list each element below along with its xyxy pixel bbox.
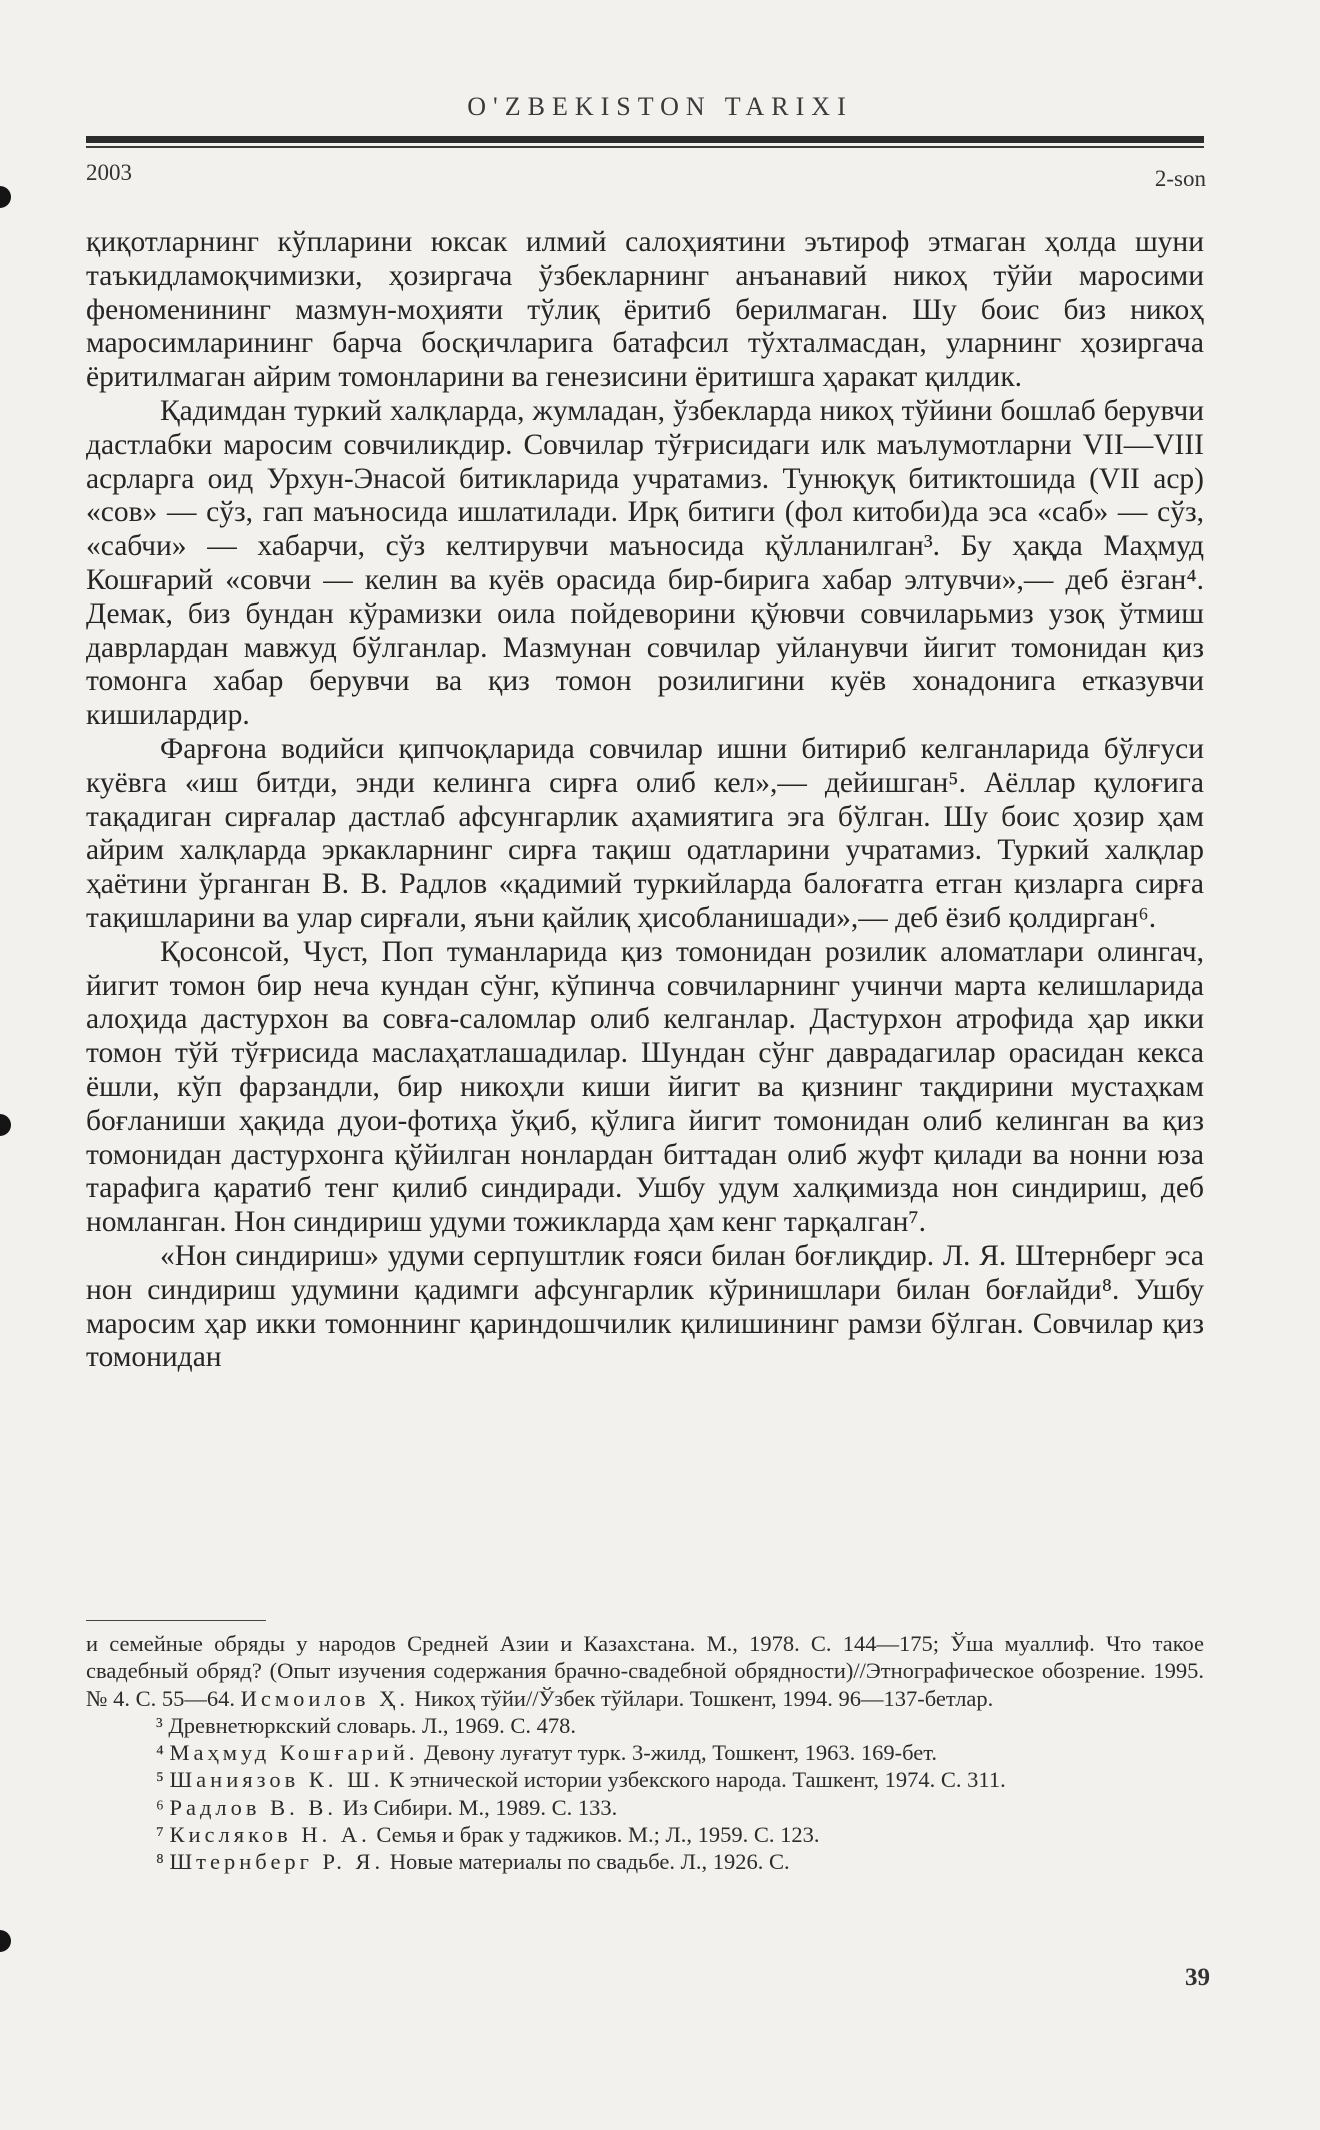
header-rule-thick (86, 136, 1204, 143)
footnote-author: Маҳмуд Кошғарий. (169, 1740, 419, 1766)
footnote-author: Шаниязов К. Ш. (169, 1767, 384, 1793)
issue-year: 2003 (86, 160, 132, 185)
journal-title: O'ZBEKISTON TARIXI (467, 92, 853, 121)
footnote-marker: ⁸ (156, 1849, 164, 1875)
footnote-author: Штернберг Р. Я. (169, 1849, 385, 1875)
footnote-divider (86, 1620, 266, 1621)
footnote-marker: ³ (156, 1712, 163, 1738)
footnote-4 (86, 1739, 1204, 1766)
footnotes (86, 1630, 1204, 1876)
footnote-text: Девону луғатут турк. 3-жилд, Тошкент, 1963. 169-бет. (424, 1740, 938, 1766)
footnote-6 (86, 1794, 1204, 1821)
footnote-author: Кисляков Н. А. (169, 1822, 371, 1848)
binder-hole (0, 1930, 11, 1952)
footnote-continuation-text: и семейные обряды у народов Средней Азии и Казахстана. М., 1978. С. 144—175; Ўша муаллиф. Что такое свадебный обряд? (Опыт изучения содержания брачно-свадебной обрядности)//Этнографическое обозрение. 1995. № 4. С. 55—64. (86, 1631, 1204, 1711)
footnote-marker: ⁴ (156, 1740, 164, 1766)
issue-number: 2-son (1154, 166, 1206, 191)
paragraph: қиқотларнинг кўпларини юксак илмий салоҳиятини эътироф этмаган ҳолда шуни таъкидламоқчимизки, ҳозиргача ўзбекларнинг анъанавий никоҳ тўйи маросими феноменининг мазмун-моҳияти тўлиқ ёритиб берилмаган. Шу боис биз никоҳ маросимларининг барча босқичларига батафсил тўхталмасдан, уларнинг ҳозиргача ёритилмаган айрим томонларини ва генезисини ёритишга ҳаракат қилдик. (86, 226, 1204, 394)
footnote-5 (86, 1766, 1204, 1793)
footnote-continuation (86, 1630, 1204, 1712)
footnote-text: Новые материалы по свадьбе. Л., 1926. С. (389, 1849, 790, 1875)
paragraph: Қадимдан туркий халқларда, жумладан, ўзбекларда никоҳ тўйини бошлаб берувчи дастлабки маросим совчиликдир. Совчилар тўғрисидаги илк маълумотларни VII—VIII асрларга оид Урхун-Энасой битикларида учратамиз. Тунюқуқ битиктошида (VII аср) «сов» — сўз, гап маъносида ишлатилади. Ирқ битиги (фол китоби)да эса «саб» — сўз, «сабчи» — хабарчи, сўз келтирувчи маъносида қўлланилган³. Бу ҳақда Маҳмуд Кошғарий «совчи — келин ва куёв орасида бир-бирига хабар элтувчи»,— деб ёзган⁴. Демак, биз бундан кўрамизки оила пойдеворини қўювчи совчиларьмиз узоқ ўтмиш даврлардан мавжуд бўлганлар. Мазмунан совчилар уйланувчи йигит томонидан қиз томонга хабар берувчи ва қиз томон розилигини куёв хонадонига етказувчи кишилардир. (86, 394, 1204, 732)
footnote-8 (86, 1848, 1204, 1875)
footnote-text: К этнической истории узбекского народа. Ташкент, 1974. С. 311. (389, 1767, 1006, 1793)
footnote-continuation-tail: Никоҳ тўйи//Ўзбек тўйлари. Тошкент, 1994. 96—137-бетлар. (414, 1685, 994, 1711)
header-rule-thin (86, 146, 1204, 148)
footnote-marker: ⁶ (156, 1794, 164, 1820)
footnote-marker: ⁷ (156, 1822, 164, 1848)
footnote-text: Из Сибири. М., 1989. С. 133. (342, 1794, 618, 1820)
footnote-author: Исмоилов Ҳ. (240, 1685, 409, 1711)
paragraph: Фарғона водийси қипчоқларида совчилар ишни битириб келганларида бўлғуси куёвга «иш битди, энди келинга сирға олиб кел»,— дейишган⁵. Аёллар қулоғига тақадиган сирғалар дастлаб афсунгарлик аҳамиятига эга бўлган. Шу боис ҳозир ҳам айрим халқларда эркакларнинг сирға тақиш одатларини учратамиз. Туркий халқлар ҳаётини ўрганган В. В. Радлов «қадимий туркийларда балоғатга етган қизларга сирға тақишларини ва улар сирғали, яъни қайлиқ ҳисобланишади»,— деб ёзиб қолдирган⁶. (86, 732, 1204, 934)
paragraph: «Нон синдириш» удуми серпуштлик ғояси билан боғлиқдир. Л. Я. Штернберг эса нон синдириш удумини қадимги афсунгарлик кўринишлари билан боғлайди⁸. Ушбу маросим ҳар икки томоннинг қариндошчилик қилишининг рамзи бўлган. Совчилар қиз томонидан (86, 1239, 1204, 1374)
footnote-text: Семья и брак у таджиков. М.; Л., 1959. С. 123. (376, 1822, 820, 1848)
binder-hole (0, 1114, 11, 1136)
binder-hole (0, 186, 11, 208)
footnote-text: Древнетюркский словарь. Л., 1969. С. 478. (168, 1712, 577, 1738)
footnote-3 (86, 1712, 1204, 1739)
footnote-7 (86, 1821, 1204, 1848)
footnote-author: Радлов В. В. (169, 1794, 338, 1820)
page-number: 39 (1185, 1964, 1210, 1991)
article-body (86, 226, 1204, 1375)
footnote-marker: ⁵ (156, 1767, 164, 1793)
paragraph: Қосонсой, Чуст, Поп туманларида қиз томонидан розилик аломатлари олингач, йигит томон бир неча кундан сўнг, кўпинча совчиларнинг учинчи марта келишларида алоҳида дастурхон ва совға-саломлар олиб келганлар. Дастурхон атрофида ҳар икки томон тўй тўғрисида маслаҳатлашадилар. Шундан сўнг даврадагилар орасидан кекса ёшли, кўп фарзандли, бир никоҳли киши йигит ва қизнинг тақдирини мустаҳкам боғланиши ҳақида дуои-фотиҳа ўқиб, қўлига йигит томонидан олиб келинган ва қиз томонидан дастурхонга қўйилган нонлардан биттадан олиб жуфт қилади ва нонни юза тарафига қаратиб тенг қилиб синдиради. Ушбу удум халқимизда нон синдириш, деб номланган. Нон синдириш удуми тожикларда ҳам кенг тарқалган⁷. (86, 935, 1204, 1239)
